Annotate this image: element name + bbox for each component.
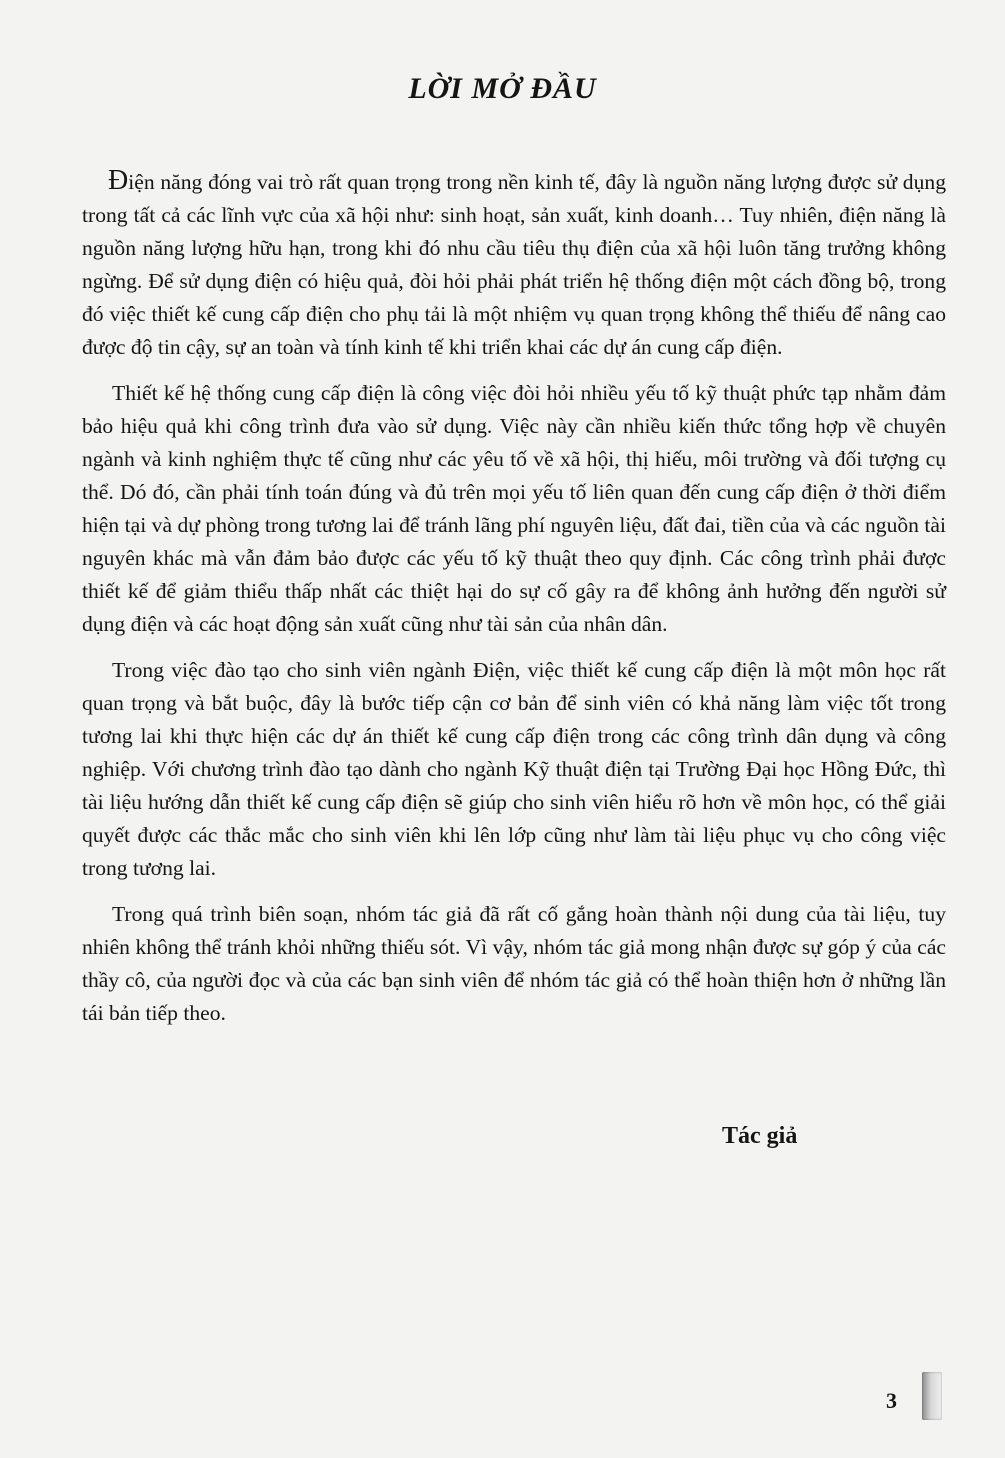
page-tab-decoration — [922, 1372, 942, 1420]
paragraph-3: Trong việc đào tạo cho sinh viên ngành Điện, việc thiết kế cung cấp điện là một môn học rất quan trọng và bắt buộc, đây là bước tiếp cận cơ bản để sinh viên có khả năng làm việc tốt trong tương lai khi thực hiện các dự án thiết kế cung cấp điện trong các công trình dân dụng và công nghiệp. Với chương trình đào tạo dành cho ngành Kỹ thuật điện tại Trường Đại học Hồng Đức, thì tài liệu hướng dẫn thiết kế cung cấp điện sẽ giúp cho sinh viên hiểu rõ hơn về môn học, có thể giải quyết được các thắc mắc cho sinh viên khi lên lớp cũng như làm tài liệu phục vụ cho công việc trong tương lai. — [82, 658, 946, 880]
page-number: 3 — [886, 1388, 897, 1413]
author-signature: Tác giả — [722, 1123, 798, 1149]
paragraph-4: Trong quá trình biên soạn, nhóm tác giả đã rất cố gắng hoàn thành nội dung của tài liệu, tuy nhiên không thể tránh khỏi những thiếu sót. Vì vậy, nhóm tác giả mong nhận được sự góp ý của các thầy cô, của người đọc và của các bạn sinh viên để nhóm tác giả có thể hoàn thiện hơn ở những lần tái bản tiếp theo. — [82, 902, 946, 1025]
paragraph-1 — [82, 166, 946, 364]
paragraph-1-text: iện năng đóng vai trò rất quan trọng trong nền kinh tế, đây là nguồn năng lượng được sử dụng trong tất cả các lĩnh vực của xã hội như: sinh hoạt, sản xuất, kinh doanh… Tuy nhiên, điện năng là nguồn năng lượng hữu hạn, trong khi đó nhu cầu tiêu thụ điện của xã hội luôn tăng trưởng không ngừng. Để sử dụng điện có hiệu quả, đòi hỏi phải phát triển hệ thống điện một cách đồng bộ, trong đó việc thiết kế cung cấp điện cho phụ tải là một nhiệm vụ quan trọng không thể thiếu để nâng cao được độ tin cậy, sự an toàn và tính kinh tế khi triển khai các dự án cung cấp điện. — [82, 170, 946, 359]
page-title: LỜI MỞ ĐẦU — [408, 72, 597, 105]
paragraph-2: Thiết kế hệ thống cung cấp điện là công việc đòi hỏi nhiều yếu tố kỹ thuật phức tạp nhằm đảm bảo hiệu quả khi công trình đưa vào sử dụng. Việc này cần nhiều kiến thức tổng hợp về chuyên ngành và kinh nghiệm thực tế cũng như các yêu tố về xã hội, thị hiếu, môi trường và đối tượng cụ thể. Dó đó, cần phải tính toán đúng và đủ trên mọi yếu tố liên quan đến cung cấp điện ở thời điểm hiện tại và dự phòng trong tương lai để tránh lãng phí nguyên liệu, đất đai, tiền của và các nguồn tài nguyên khác mà vẫn đảm bảo được các yếu tố kỹ thuật theo quy định. Các công trình phải được thiết kế để giảm thiểu thấp nhất các thiệt hại do sự cố gây ra để không ảnh hưởng đến người sử dụng điện và các hoạt động sản xuất cũng như tài sản của nhân dân. — [82, 381, 946, 636]
drop-cap: Đ — [108, 165, 129, 196]
foreword-body — [82, 166, 946, 1043]
